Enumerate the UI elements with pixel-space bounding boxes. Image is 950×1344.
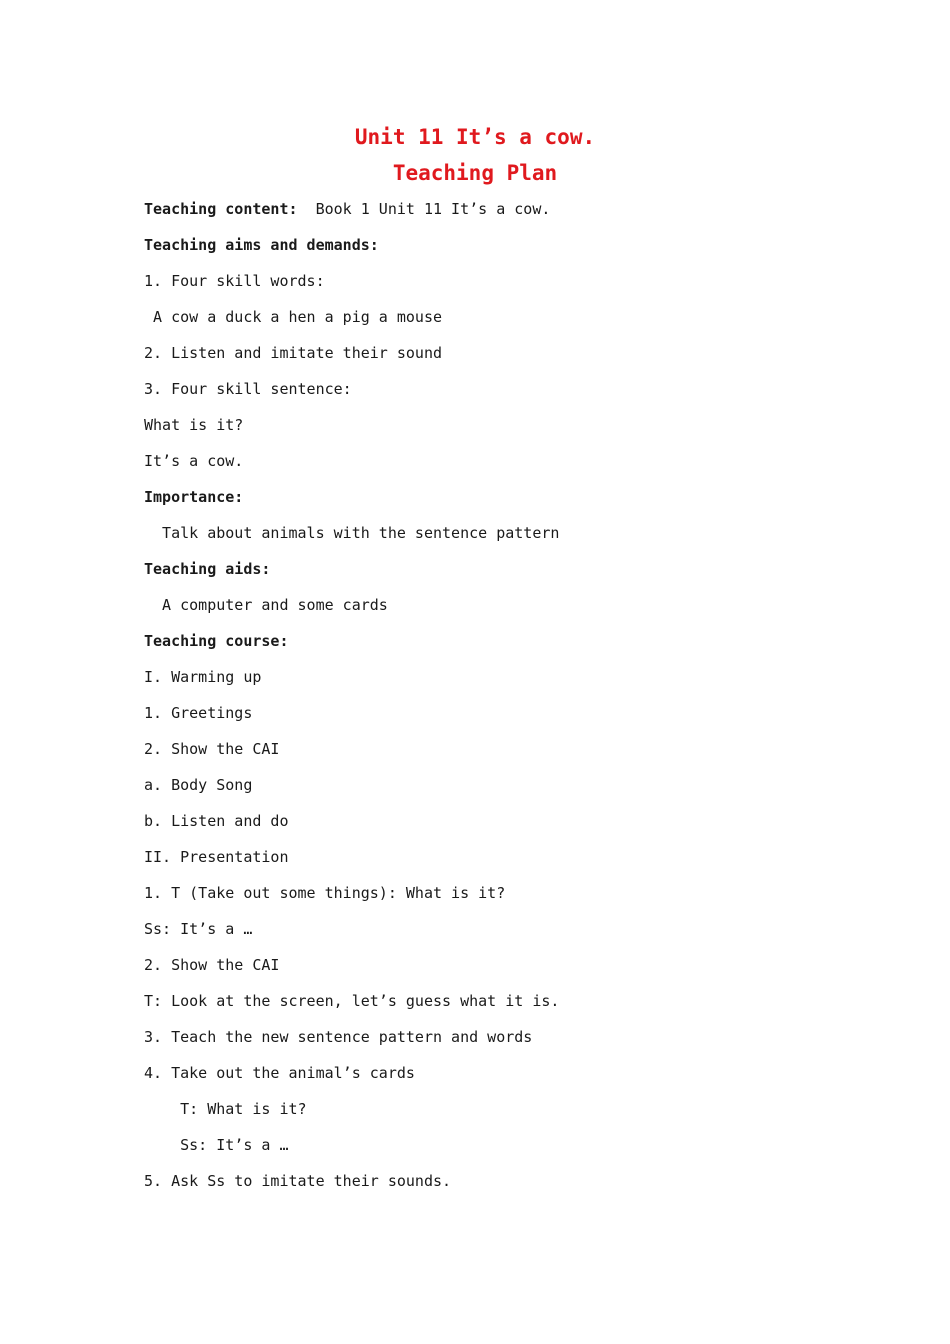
list-item: I. Warming up xyxy=(144,668,262,686)
list-item: a. Body Song xyxy=(144,776,253,794)
document-title: Unit 11 It’s a cow. xyxy=(354,125,596,149)
list-item: T: What is it? xyxy=(144,1100,307,1118)
list-item: 2. Show the CAI xyxy=(144,740,280,758)
list-item: Ss: It’s a … xyxy=(144,1136,289,1154)
list-item: T: Look at the screen, let’s guess what it is. xyxy=(144,992,560,1010)
list-item: Talk about animals with the sentence pattern xyxy=(144,524,560,542)
list-item: 5. Ask Ss to imitate their sounds. xyxy=(144,1172,452,1190)
list-item: Ss: It’s a … xyxy=(144,920,253,938)
list-item: 3. Teach the new sentence pattern and words xyxy=(144,1028,533,1046)
section-heading-aims: Teaching aims and demands: xyxy=(144,236,379,254)
list-item: 3. Four skill sentence: xyxy=(144,380,352,398)
list-item: 1. Four skill words: xyxy=(144,272,325,290)
list-item: b. Listen and do xyxy=(144,812,289,830)
section-heading-aids: Teaching aids: xyxy=(144,560,271,578)
list-item: What is it? xyxy=(144,416,244,434)
document-body xyxy=(144,199,864,1207)
list-item: 2. Show the CAI xyxy=(144,956,280,974)
teaching-content-label: Teaching content: xyxy=(144,200,298,218)
list-item: 1. T (Take out some things): What is it? xyxy=(144,884,506,902)
section-heading-course: Teaching course: xyxy=(144,632,289,650)
list-item: A cow a duck a hen a pig a mouse xyxy=(144,308,443,326)
teaching-content-value: Book 1 Unit 11 It’s a cow. xyxy=(297,200,551,218)
list-item: 1. Greetings xyxy=(144,704,253,722)
list-item: 4. Take out the animal’s cards xyxy=(144,1064,415,1082)
document-subtitle: Teaching Plan xyxy=(392,161,558,185)
list-item: II. Presentation xyxy=(144,848,289,866)
list-item: It’s a cow. xyxy=(144,452,244,470)
list-item: 2. Listen and imitate their sound xyxy=(144,344,443,362)
section-heading-importance: Importance: xyxy=(144,488,244,506)
teaching-content-line xyxy=(144,199,864,235)
list-item: A computer and some cards xyxy=(144,596,388,614)
